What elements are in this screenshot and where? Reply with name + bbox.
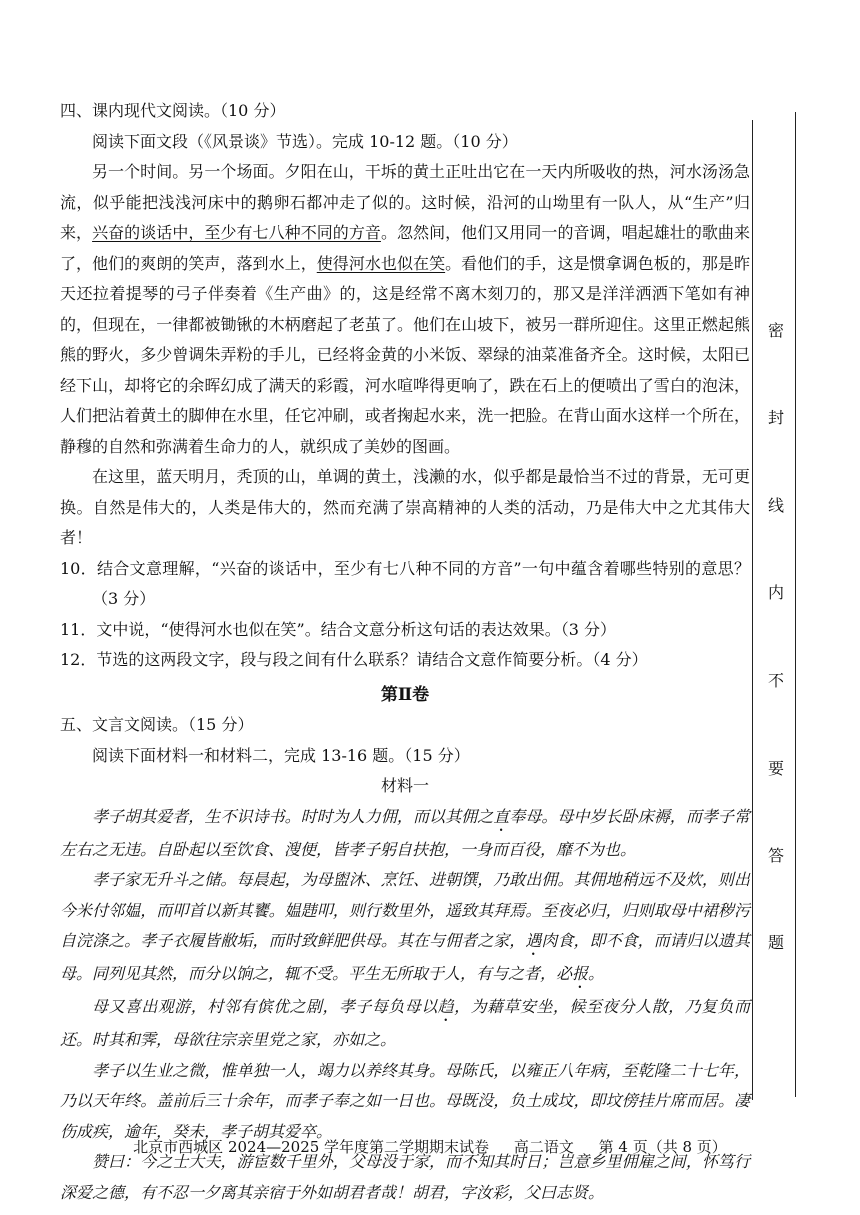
- underlined-sentence-2: 使得河水也似在笑: [316, 253, 446, 273]
- seal-char: 要: [767, 759, 784, 778]
- passage-paragraph-2: 在这里，蓝天明月，秃顶的山，单调的黄土，浅濑的水，似乎都是最恰当不过的背景，无可更换。自然是伟大的，人类是伟大的，然而充满了崇高精神的人类的活动，乃是伟大中之尤其伟大者！: [60, 467, 750, 547]
- passage-paragraph-1: 另一个时间。另一个场面。夕阳在山，干坼的黄土正吐出它在一天内所吸收的热，河水汤汤急流，似乎能把浅浅河床中的鹅卵石都冲走了似的。这时候，沿河的山坳里有一队人，从“生产”归来，兴奋的谈话中，至少有七八种不同的方音。忽然间，他们又用同一的音调，唱起雄壮的歌曲来了，他们的爽朗的笑声，落到水上，使得河水也似在笑。看他们的手，这是惯拿调色板的，那是昨天还拉着提琴的弓子伴奏着《生产曲》的，这是经常不离木刻刀的，那又是洋洋洒洒下笔如有神的，但现在，一律都被锄锹的木柄磨起了老茧了。他们在山坡下，被另一群所迎住。这里正燃起熊熊的野火，多少曾调朱弄粉的手儿，已经将金黄的小米饭、翠绿的油菜准备齐全。这时候，太阳已经下山，却将它的余晖幻成了满天的彩霞，河水喧哗得更响了，跌在石上的便喷出了雪白的泡沫，人们把沾着黄土的脚伸在水里，任它冲刷，或者掬起水来，洗一把脸。在背山面水这样一个所在，静穆的自然和弥满着生命力的人，就织成了美妙的图画。: [60, 162, 750, 456]
- dotted-char: 趋: [437, 997, 455, 1016]
- seal-char: 内: [767, 583, 784, 602]
- seal-char: 答: [767, 846, 784, 865]
- classical-paragraph-1: 孝子胡其爱者，生不识诗书。时时为人力佣，而以其佣之直奉母。母中岁长卧床褥，而孝子常左右之无违。自卧起以至饮食、溲便，皆孝子躬自扶抱，一身而百役，靡不为也。: [60, 806, 750, 859]
- page-footer: [0, 1136, 860, 1157]
- footer-page-number: 第 4 页（共 8 页）: [598, 1138, 727, 1156]
- section-4-heading: 四、课内现代文阅读。（10 分）: [60, 101, 286, 120]
- question-11: 11．文中说，“使得河水也似在笑”。结合文意分析这句话的表达效果。（3 分）: [60, 619, 616, 639]
- classical-paragraph-3: 母又喜出观游，村邻有傧优之剧，孝子每负母以趋，为藉草安坐，候至夜分人散，乃复负而还。时其和霁，母欲往宗亲里党之家，亦如之。: [60, 997, 750, 1049]
- seal-char: 不: [767, 671, 784, 690]
- volume-2-title: 第Ⅱ卷: [380, 684, 430, 705]
- section-4-instruction: 阅读下面文段（《风景谈》节选）。完成 10-12 题。（10 分）: [92, 131, 518, 151]
- section-5-heading: 五、文言文阅读。（15 分）: [60, 715, 254, 734]
- seal-char: 线: [767, 496, 784, 515]
- footer-subject: 高二语文: [513, 1138, 574, 1156]
- dotted-char: 遇: [525, 931, 542, 950]
- question-12: 12．节选的这两段文字，段与段之间有什么联系？请结合文意作简要分析。（4 分）: [60, 650, 648, 669]
- seal-char: 封: [767, 408, 784, 427]
- classical-paragraph-4: 孝子以生业之微，惟单独一人，竭力以养终其身。母陈氏，以雍正八年病，至乾隆二十七年，乃以天年终。盖前后三十余年，而孝子奉之如一日也。母既没，负土成坟，即坟傍挂片席而居。凄伤成疾，逾年，癸未，孝子胡其爱卒。: [60, 1060, 750, 1141]
- classical-paragraph-2: 孝子家无升斗之储。每晨起，为母盥沐、烹饪、进朝馔，乃敢出佣。其佣地稍远不及炊，则出今米付邻媪，而叩首以新其饔。媪韪叩，则行数里外，遥致其拜焉。至夜必归，归则取母中裙秽污自浣涤之。孝子衣履皆敝垢，而时致鲜肥供母。其在与佣者之家，遇肉食，即不食，而请归以遗其母。同列见其然，而分以饷之，辄不受。平生无所取于人，有与之者，必报。: [60, 870, 750, 983]
- underlined-sentence-1: 兴奋的谈话中，至少有七八种不同的方音: [92, 223, 381, 242]
- dotted-char: 报: [572, 964, 589, 983]
- binding-line-inner: [752, 120, 753, 1100]
- footer-exam-title: 北京市西城区 2024—2025 学年度第二学期期末试卷: [133, 1138, 490, 1156]
- exam-page: [60, 96, 750, 1208]
- question-10: 10．结合文意理解，“兴奋的谈话中，至少有七八种不同的方音”一句中蕴含着哪些特别的意思？（3 分）: [60, 558, 750, 608]
- classical-paragraph-5: 赞曰：今之士大夫，游宦数千里外，父母没于家，而不知其时日；岂意乡里佣雇之间，怀笃行深爱之德，有不忍一夕离其亲宿于外如胡君者哉！胡君，字汝彩，父曰志贤。: [60, 1152, 750, 1202]
- seal-char: 题: [767, 933, 784, 952]
- seal-char: 密: [767, 321, 784, 340]
- section-5-instruction: 阅读下面材料一和材料二，完成 13-16 题。（15 分）: [92, 745, 470, 765]
- binding-line-outer: [795, 112, 796, 1097]
- dotted-char: 直: [493, 806, 510, 826]
- material-1-title: 材料一: [380, 776, 429, 795]
